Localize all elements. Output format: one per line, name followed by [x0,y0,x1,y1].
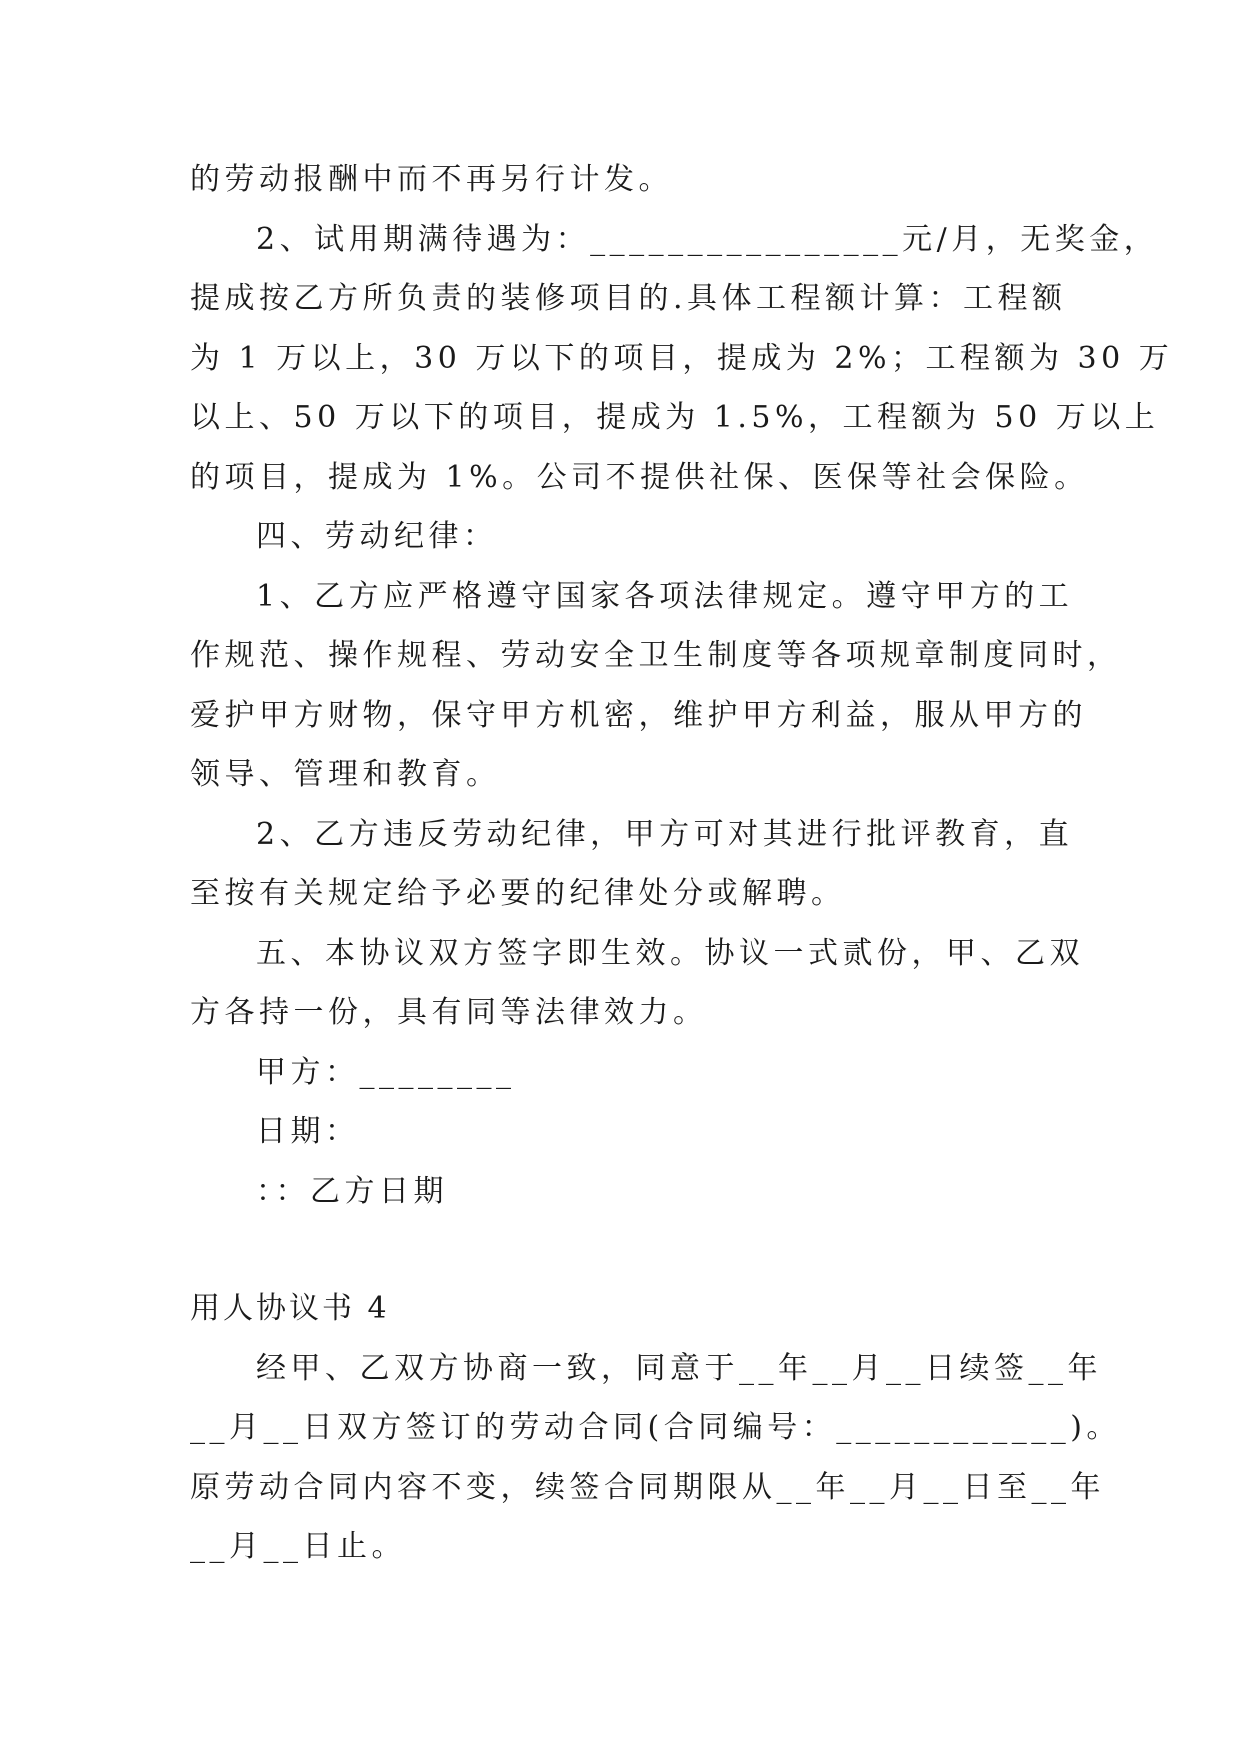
text-line: 的劳动报酬中而不再另行计发。 [190,162,673,197]
signature-party-a: 甲方：________ [256,1054,516,1090]
section-title: 用人协议书 4 [190,1291,390,1326]
signature-party-b-date: ：：乙方日期 [256,1173,448,1209]
signature-date: 日期： [256,1114,360,1149]
text-line: __月__日止。 [190,1529,406,1564]
text-line: 为 1 万以上，30 万以下的项目，提成为 2%；工程额为 30 万 [190,340,1174,376]
text-line: 1、乙方应严格遵守国家各项法律规定。遵守甲方的工 [256,578,1074,614]
text-line: 方各持一份，具有同等法律效力。 [190,995,708,1030]
text-line: 五、本协议双方签字即生效。协议一式贰份，甲、乙双 [256,935,1084,971]
text-line: 的项目，提成为 1%。公司不提供社保、医保等社会保险。 [190,459,1089,495]
text-line: 原劳动合同内容不变，续签合同期限从__年__月__日至__年 [190,1469,1105,1505]
text-line: 至按有关规定给予必要的纪律处分或解聘。 [190,876,846,911]
text-line: __月__日双方签订的劳动合同(合同编号：____________)。 [190,1410,1121,1445]
text-line: 以上、50 万以下的项目，提成为 1.5%，工程额为 50 万以上 [190,400,1160,435]
text-line: 领导、管理和教育。 [190,757,501,792]
spacer [190,1221,1052,1279]
text-line: 作规范、操作规程、劳动安全卫生制度等各项规章制度同时， [190,638,1122,673]
text-line: 提成按乙方所负责的装修项目的.具体工程额计算：工程额 [190,281,1067,316]
section-heading: 四、劳动纪律： [256,519,498,554]
text-line: 2、乙方违反劳动纪律，甲方可对其进行批评教育，直 [256,816,1074,852]
document-page [190,150,1174,1577]
text-line: 经甲、乙双方协商一致，同意于__年__月__日续签__年 [256,1350,1102,1386]
text-line: 爱护甲方财物，保守甲方机密，维护甲方利益，服从甲方的 [190,697,1087,733]
text-line: 2、试用期满待遇为：________________元/月，无奖金， [256,221,1159,257]
